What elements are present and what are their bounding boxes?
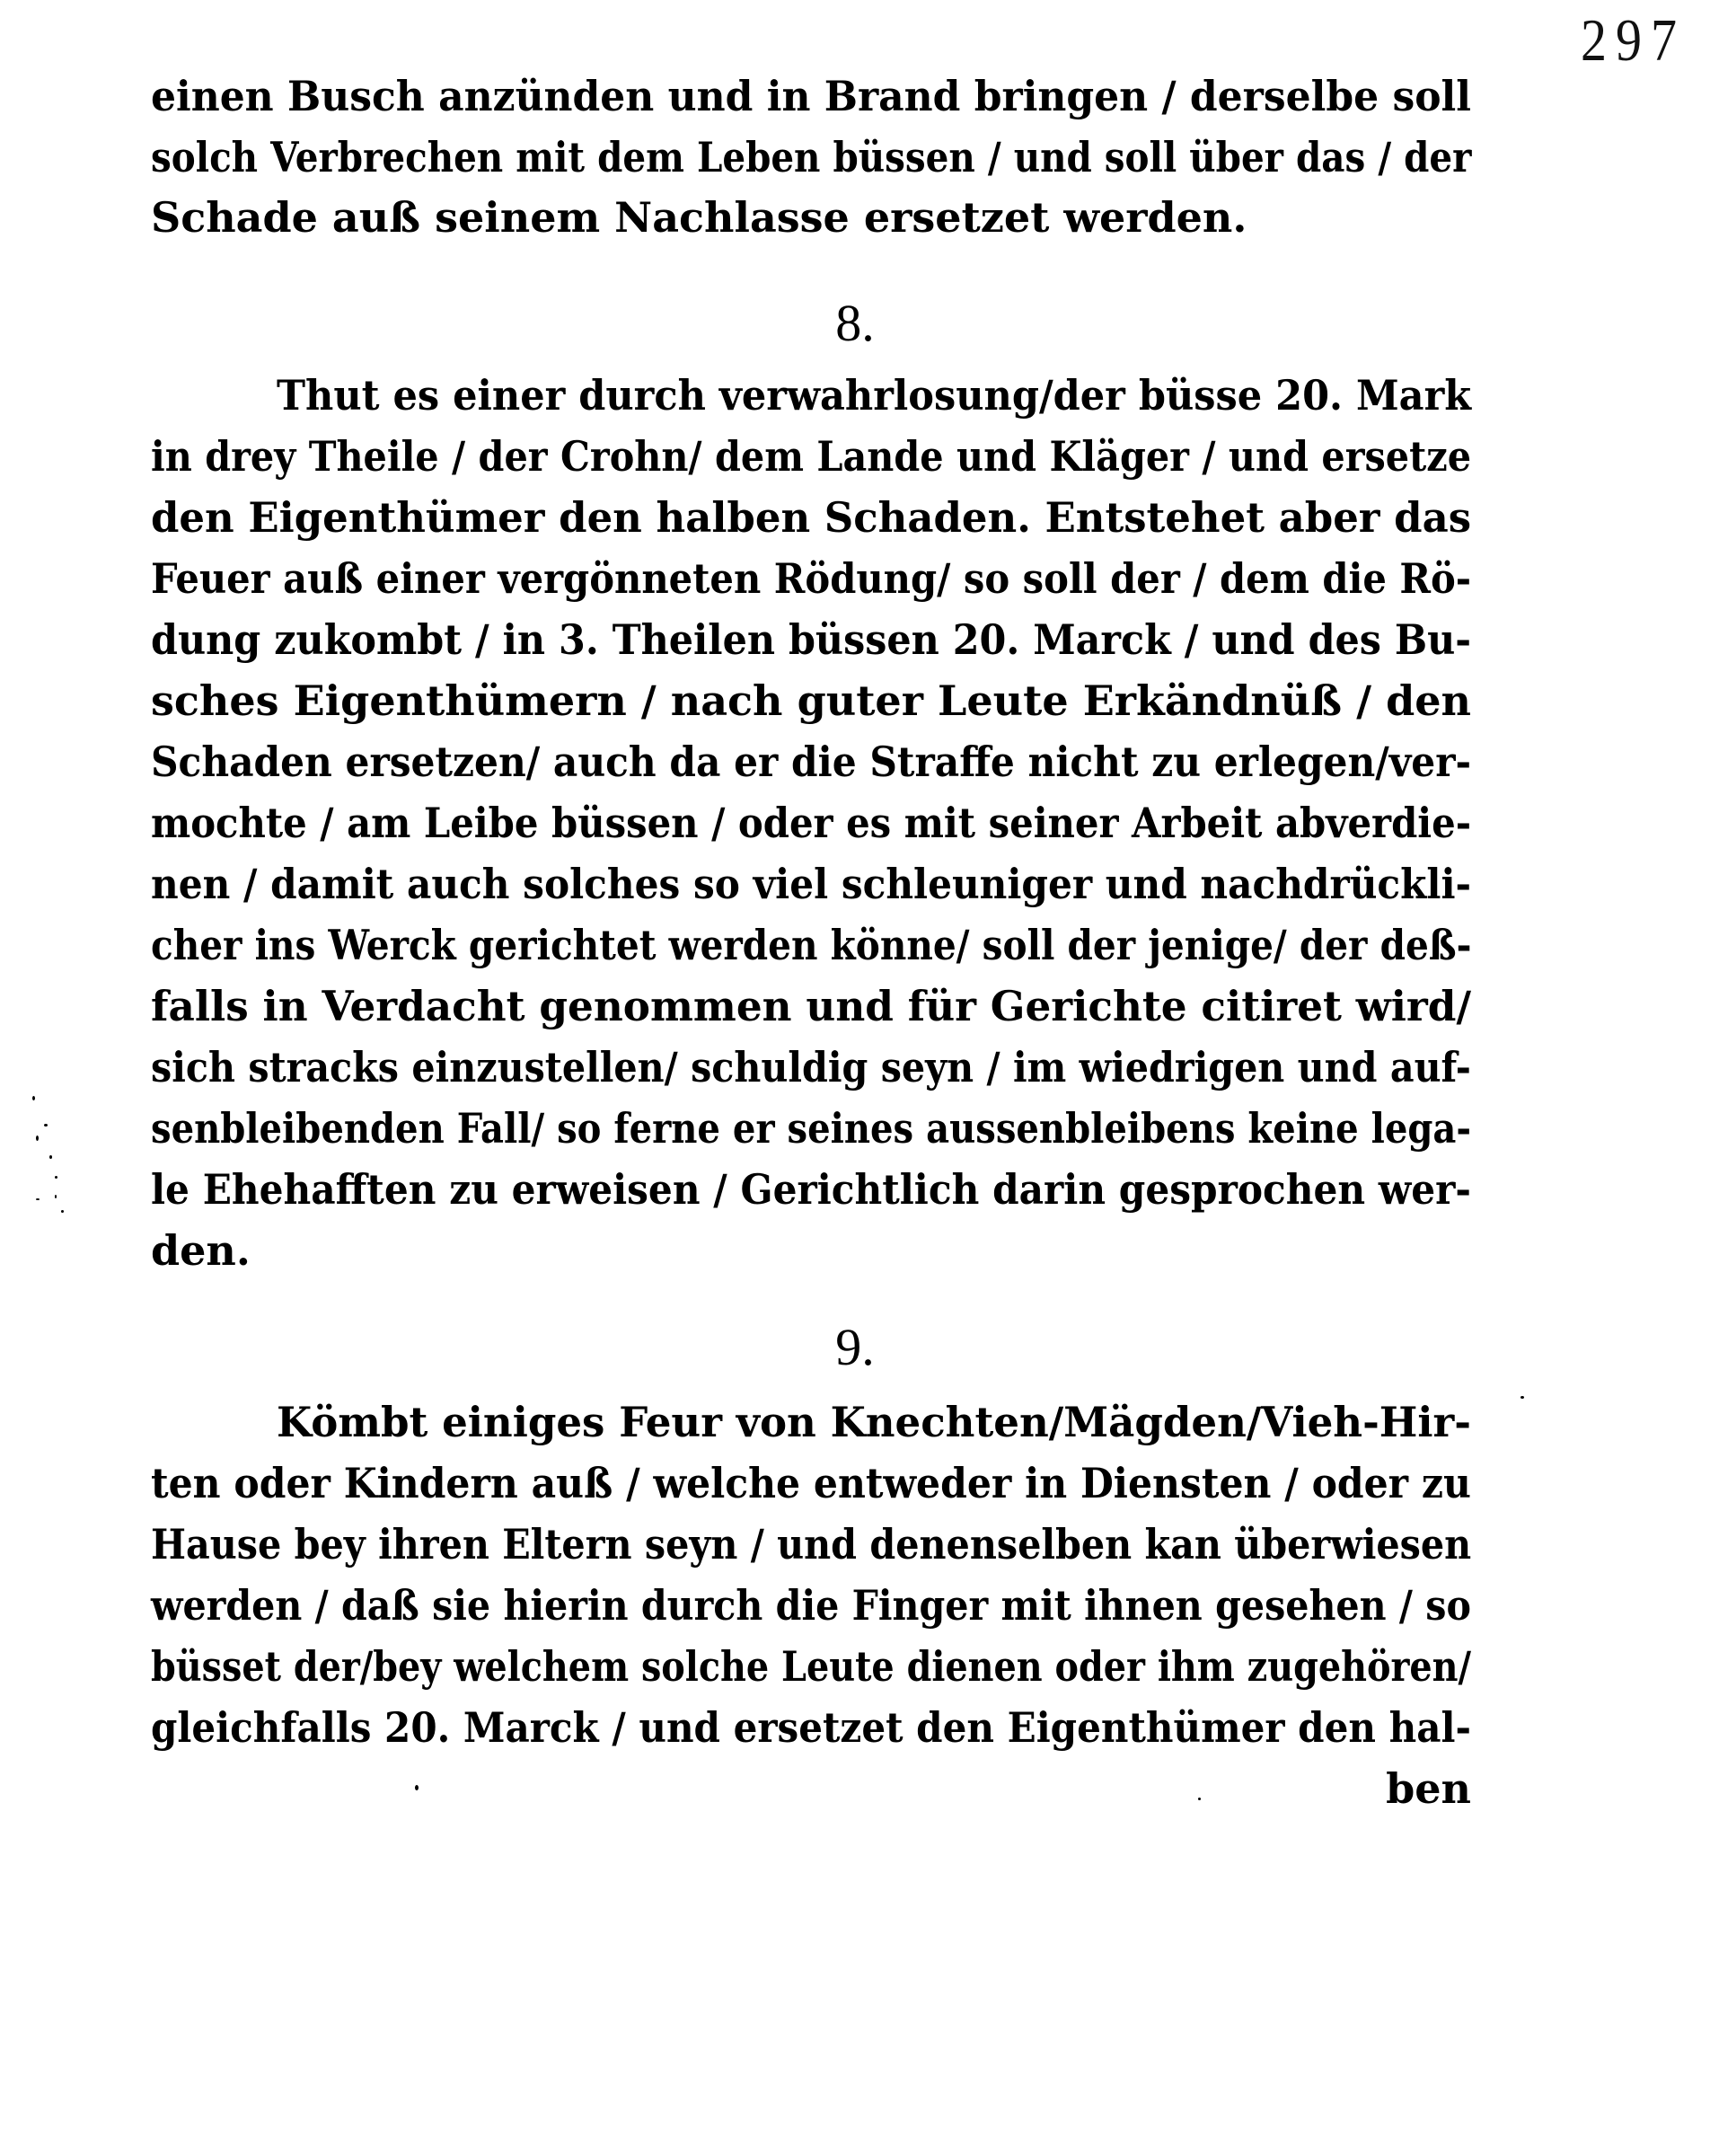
scan-speck bbox=[55, 1195, 57, 1198]
text-line: werden / daß sie hierin durch die Finger mit ihnen gesehen / so bbox=[151, 1581, 1471, 1630]
scan-speck bbox=[44, 1124, 48, 1127]
scan-speck bbox=[36, 1198, 40, 1200]
text-line: cher ins Werck gerichtet werden könne/ soll der jenige/ der deß- bbox=[151, 921, 1472, 969]
text-line: den Eigenthümer den halben Schaden. Entstehet aber das bbox=[151, 493, 1472, 542]
text-line: Schaden ersetzen/ auch da er die Straffe nicht zu erlegen/ver- bbox=[151, 738, 1472, 786]
text-line: Hause bey ihren Eltern seyn / und denenselben kan überwiesen bbox=[151, 1520, 1472, 1568]
text-line: falls in Verdacht genommen und für Gerichte citiret wird/ bbox=[151, 982, 1472, 1030]
scan-speck bbox=[36, 1135, 39, 1141]
text-line: sich stracks einzustellen/ schuldig seyn / im wiedrigen und auf- bbox=[151, 1043, 1471, 1091]
text-line: sches Eigenthümern / nach guter Leute Erkändnüß / den bbox=[151, 676, 1471, 725]
text-line: Kömbt einiges Feur von Knechten/Mägden/Vieh-Hir- bbox=[277, 1398, 1471, 1446]
scan-speck bbox=[55, 1176, 57, 1179]
scan-speck bbox=[415, 1785, 419, 1790]
text-line: solch Verbrechen mit dem Leben büssen / und soll über das / der bbox=[151, 133, 1472, 181]
text-line: mochte / am Leibe büssen / oder es mit seiner Arbeit abverdie- bbox=[151, 799, 1472, 847]
text-line: Feuer auß einer vergönneten Rödung/ so soll der / dem die Rö- bbox=[151, 554, 1472, 603]
text-line: nen / damit auch solches so viel schleuniger und nachdrückli- bbox=[151, 860, 1472, 908]
catchword: ben bbox=[1386, 1764, 1471, 1813]
text-line: in drey Theile / der Crohn/ dem Lande und Kläger / und ersetze bbox=[151, 432, 1472, 481]
text-line: ten oder Kindern auß / welche entweder in Diensten / oder zu bbox=[151, 1459, 1471, 1507]
text-line: Schade auß seinem Nachlasse ersetzet werden. bbox=[151, 193, 1247, 242]
scan-speck bbox=[32, 1096, 35, 1100]
scan-speck bbox=[61, 1210, 64, 1213]
scan-speck bbox=[1198, 1798, 1201, 1800]
text-line: dung zukombt / in 3. Theilen büssen 20. Marck / und des Bu- bbox=[151, 615, 1472, 664]
text-line: senbleibenden Fall/ so ferne er seines aussenbleibens keine lega- bbox=[151, 1104, 1472, 1153]
scan-speck bbox=[49, 1155, 52, 1159]
scan-speck bbox=[1520, 1396, 1524, 1399]
section-number: 8. bbox=[835, 294, 875, 352]
text-line: den. bbox=[151, 1226, 251, 1275]
page-number: 297 bbox=[1581, 6, 1686, 74]
text-line: le Ehehafften zu erweisen / Gerichtlich darin gesprochen wer- bbox=[151, 1165, 1471, 1214]
section-number: 9. bbox=[835, 1318, 875, 1376]
text-line: gleichfalls 20. Marck / und ersetzet den Eigenthümer den hal- bbox=[151, 1703, 1471, 1752]
text-line: einen Busch anzünden und in Brand bringen / derselbe soll bbox=[151, 72, 1471, 120]
text-line: Thut es einer durch verwahrlosung/der büsse 20. Mark bbox=[277, 371, 1472, 420]
text-line: büsset der/bey welchem solche Leute dienen oder ihm zugehören/ bbox=[151, 1642, 1472, 1691]
